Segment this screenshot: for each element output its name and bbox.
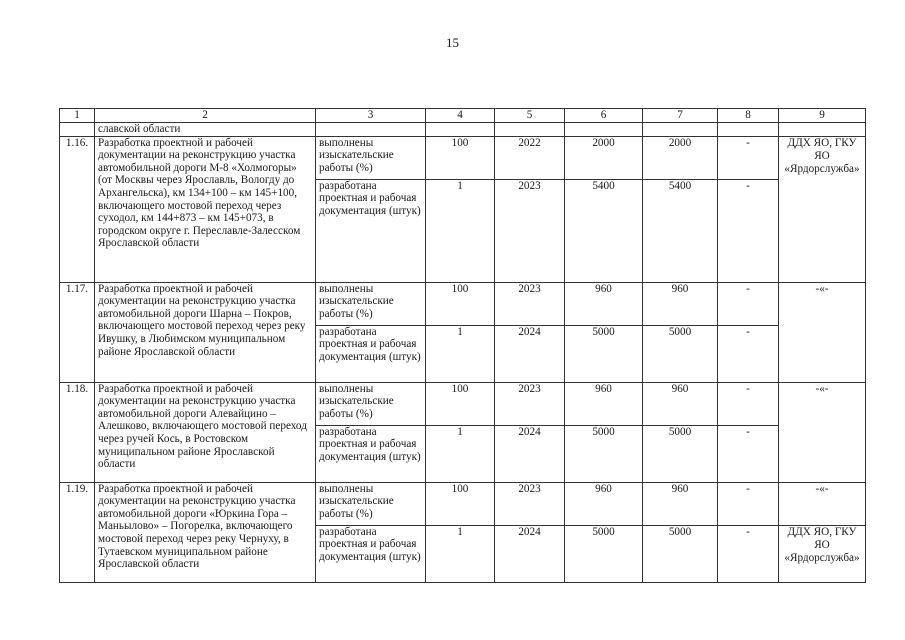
- empty-cell: [60, 122, 95, 136]
- header-cell: 1: [60, 109, 95, 123]
- table-row: [60, 282, 866, 325]
- year-cell: 2023: [495, 282, 565, 325]
- amount-cell: -: [718, 136, 779, 179]
- row-number: 1.16.: [60, 136, 95, 282]
- indicator-cell: выполнены изыскательские работы (%): [316, 482, 426, 525]
- amount-cell: 5000: [565, 425, 643, 482]
- amount-cell: 5400: [565, 179, 643, 282]
- value-cell: 1: [426, 179, 495, 282]
- executor-cell: -«-: [779, 382, 866, 482]
- indicator-cell: разработана проектная и рабочая документация (штук): [316, 179, 426, 282]
- table-row: [60, 136, 866, 179]
- amount-cell: -: [718, 325, 779, 382]
- value-cell: 1: [426, 525, 495, 582]
- row-number: 1.19.: [60, 482, 95, 582]
- header-cell: 4: [426, 109, 495, 123]
- empty-cell: [565, 122, 643, 136]
- indicator-cell: выполнены изыскательские работы (%): [316, 136, 426, 179]
- empty-cell: [718, 122, 779, 136]
- executor-cell: -«-: [779, 282, 866, 382]
- indicator-cell: выполнены изыскательские работы (%): [316, 382, 426, 425]
- continuation-text: славской области: [95, 122, 316, 136]
- amount-cell: 960: [643, 382, 718, 425]
- header-cell: 6: [565, 109, 643, 123]
- executor-cell: -«-: [779, 482, 866, 525]
- value-cell: 1: [426, 425, 495, 482]
- empty-cell: [779, 122, 866, 136]
- indicator-cell: разработана проектная и рабочая документация (штук): [316, 525, 426, 582]
- table-row: [60, 382, 866, 425]
- row-description: Разработка проектной и рабочей документации на реконструкцию участка автомобильной дороги Шарна – Покров, включающего мостовой переход через реку Ивушку, в Любимском муниципальном районе Ярославской области: [95, 282, 316, 382]
- year-cell: 2024: [495, 525, 565, 582]
- row-number: 1.17.: [60, 282, 95, 382]
- amount-cell: 5000: [643, 425, 718, 482]
- value-cell: 100: [426, 282, 495, 325]
- amount-cell: -: [718, 425, 779, 482]
- amount-cell: 960: [643, 282, 718, 325]
- executor-cell: ДДХ ЯО, ГКУ ЯО «Ярдорслужба»: [779, 525, 866, 582]
- value-cell: 100: [426, 382, 495, 425]
- year-cell: 2024: [495, 425, 565, 482]
- value-cell: 100: [426, 136, 495, 179]
- amount-cell: 5400: [643, 179, 718, 282]
- amount-cell: -: [718, 179, 779, 282]
- amount-cell: -: [718, 382, 779, 425]
- amount-cell: 5000: [565, 325, 643, 382]
- value-cell: 1: [426, 325, 495, 382]
- year-cell: 2023: [495, 482, 565, 525]
- amount-cell: 960: [565, 482, 643, 525]
- empty-cell: [316, 122, 426, 136]
- year-cell: 2024: [495, 325, 565, 382]
- amount-cell: 2000: [565, 136, 643, 179]
- indicator-cell: выполнены изыскательские работы (%): [316, 282, 426, 325]
- header-cell: 7: [643, 109, 718, 123]
- table-row: [60, 482, 866, 525]
- empty-cell: [495, 122, 565, 136]
- empty-cell: [426, 122, 495, 136]
- amount-cell: 960: [565, 382, 643, 425]
- header-cell: 5: [495, 109, 565, 123]
- header-cell: 2: [95, 109, 316, 123]
- amount-cell: -: [718, 282, 779, 325]
- amount-cell: 2000: [643, 136, 718, 179]
- amount-cell: 960: [643, 482, 718, 525]
- indicator-cell: разработана проектная и рабочая документация (штук): [316, 425, 426, 482]
- amount-cell: 960: [565, 282, 643, 325]
- year-cell: 2022: [495, 136, 565, 179]
- header-cell: 9: [779, 109, 866, 123]
- amount-cell: 5000: [565, 525, 643, 582]
- year-cell: 2023: [495, 179, 565, 282]
- amount-cell: -: [718, 525, 779, 582]
- amount-cell: -: [718, 482, 779, 525]
- row-description: Разработка проектной и рабочей документации на реконструкцию участка автомобильной дороги Алевайцино – Алешково, включающего мостовой переход через ручей Кось, в Ростовском муниципальном районе Ярославской области: [95, 382, 316, 482]
- empty-cell: [643, 122, 718, 136]
- year-cell: 2023: [495, 382, 565, 425]
- program-table: [59, 108, 866, 583]
- continuation-row: [60, 122, 866, 136]
- value-cell: 100: [426, 482, 495, 525]
- header-cell: 8: [718, 109, 779, 123]
- row-number: 1.18.: [60, 382, 95, 482]
- amount-cell: 5000: [643, 325, 718, 382]
- row-description: Разработка проектной и рабочей документации на реконструкцию участка автомобильной дороги М-8 «Холмогоры» (от Москвы через Ярославль, Вологду до Архангельска), км 134+100 – км 145+100, включающего мостовой переход через суходол, км 144+873 – км 145+073, в городском округе г. Переславле-Залесском Ярославской области: [95, 136, 316, 282]
- row-description: Разработка проектной и рабочей документации на реконструкцию участка автомобильной дороги «Юркина Гора – Маньылово» – Погорелка, включающего мостовой переход через реку Чернуху, в Тутаевском муниципальном районе Ярославской области: [95, 482, 316, 582]
- executor-cell: ДДХ ЯО, ГКУ ЯО «Ярдорслужба»: [779, 136, 866, 282]
- header-row: [60, 109, 866, 123]
- page-number: 15: [446, 35, 459, 50]
- header-cell: 3: [316, 109, 426, 123]
- amount-cell: 5000: [643, 525, 718, 582]
- indicator-cell: разработана проектная и рабочая документация (штук): [316, 325, 426, 382]
